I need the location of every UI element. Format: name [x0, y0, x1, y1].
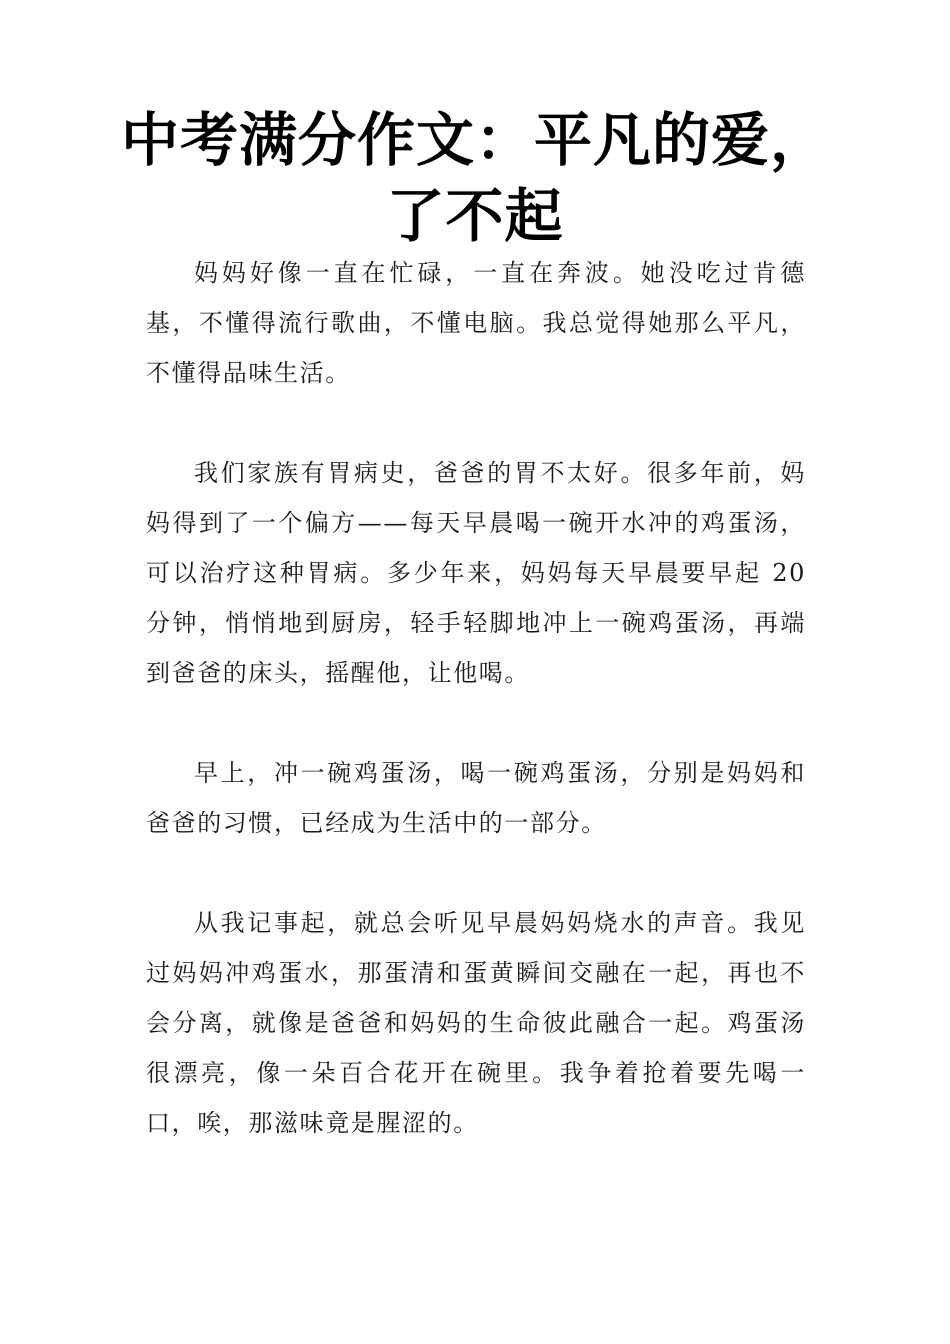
paragraph: 我们家族有胃病史，爸爸的胃不太好。很多年前，妈妈得到了一个偏方——每天早晨喝一碗开水冲的鸡蛋汤，可以治疗这种胃病。多少年来，妈妈每天早晨要早起 20 分钟，悄悄地到厨房，轻手轻脚地冲上一碗鸡蛋汤，再端到爸爸的床头，摇醒他，让他喝。 — [146, 459, 806, 687]
paragraph: 从我记事起，就总会听见早晨妈妈烧水的声音。我见过妈妈冲鸡蛋水，那蛋清和蛋黄瞬间交融在一起，再也不会分离，就像是爸爸和妈妈的生命彼此融合一起。鸡蛋汤很漂亮，像一朵百合花开在碗里。我争着抢着要先喝一口，唉，那滋味竟是腥涩的。 — [146, 909, 806, 1137]
document-body — [146, 248, 806, 1148]
paragraph: 妈妈好像一直在忙碌，一直在奔波。她没吃过肯德基，不懂得流行歌曲，不懂电脑。我总觉得她那么平凡，不懂得品味生活。 — [146, 259, 806, 387]
paragraph: 早上，冲一碗鸡蛋汤，喝一碗鸡蛋汤，分别是妈妈和爸爸的习惯，已经成为生活中的一部分。 — [146, 759, 806, 837]
document-title: 中考满分作文：平凡的爱，了不起 — [120, 106, 829, 250]
